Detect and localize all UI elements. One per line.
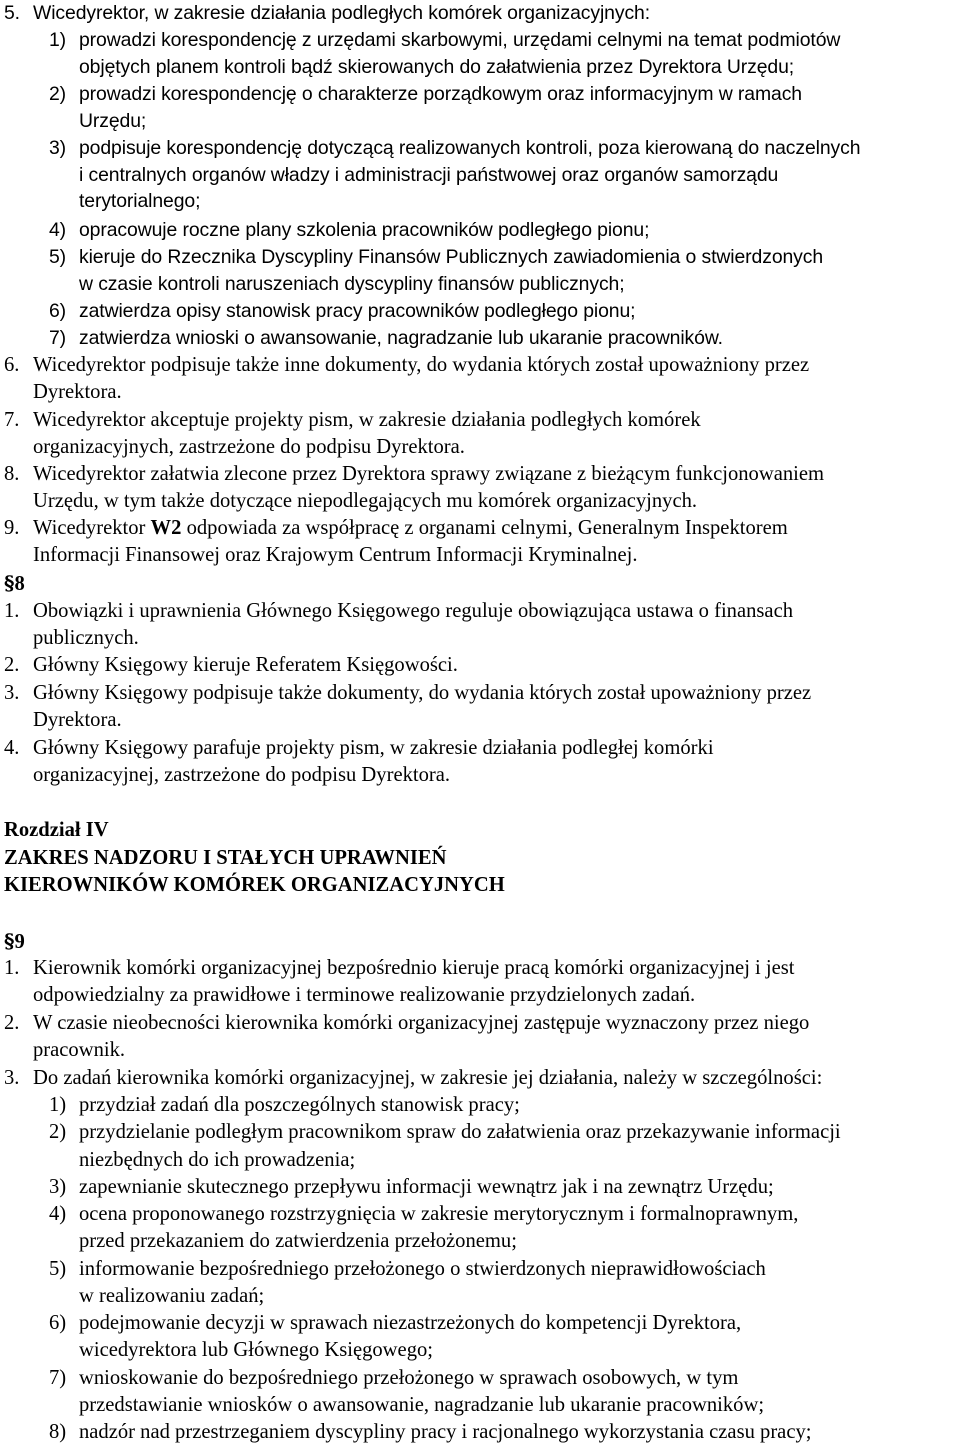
- paragraph-text: organizacyjnych, zastrzeżone do podpisu Dyrektora.: [33, 436, 465, 458]
- list-item-text: informowanie bezpośredniego przełożonego o stwierdzonych nieprawidłowościach: [79, 1258, 766, 1280]
- paragraph-number: 1.: [4, 600, 20, 622]
- list-item-text: w czasie kontroli naruszeniach dyscypliny finansów publicznych;: [79, 273, 625, 295]
- chapter-title: Rozdział IV: [4, 819, 109, 841]
- list-item-text: podpisuje korespondencję dotyczącą realizowanych kontroli, poza kierowaną do naczelnych: [79, 137, 861, 159]
- chapter-heading: KIEROWNIKÓW KOMÓREK ORGANIZACYJNYCH: [4, 874, 505, 896]
- paragraph-number: 3.: [4, 682, 20, 704]
- section-symbol: §: [4, 571, 15, 595]
- list-item-number: 6): [49, 300, 67, 322]
- paragraph-text: Główny Księgowy parafuje projekty pism, w zakresie działania podległej komórki: [33, 737, 714, 759]
- paragraph-text: Wicedyrektor, w zakresie działania podległych komórek organizacyjnych:: [33, 2, 651, 24]
- paragraph-text: Główny Księgowy kieruje Referatem Księgowości.: [33, 654, 458, 676]
- paragraph-text: W czasie nieobecności kierownika komórki organizacyjnej zastępuje wyznaczony przez niego: [33, 1012, 810, 1034]
- paragraph-text: Dyrektora.: [33, 709, 122, 731]
- list-item-number: 7): [49, 1367, 67, 1389]
- list-item-text: ocena proponowanego rozstrzygnięcia w zakresie merytorycznym i formalnoprawnym,: [79, 1203, 799, 1225]
- section-number: 8: [14, 573, 25, 595]
- paragraph-number: 5.: [4, 2, 20, 24]
- list-item-number: 3): [49, 1176, 67, 1198]
- paragraph-text: Obowiązki i uprawnienia Głównego Księgowego reguluje obowiązująca ustawa o finansach: [33, 600, 794, 622]
- paragraph-text: Kierownik komórki organizacyjnej bezpośrednio kieruje pracą komórki organizacyjnej i jest: [33, 957, 795, 979]
- list-item-text: Urzędu;: [79, 110, 147, 132]
- list-item-text: niezbędnych do ich prowadzenia;: [79, 1149, 356, 1171]
- paragraph-text: Wicedyrektor akceptuje projekty pism, w zakresie działania podległych komórek: [33, 409, 701, 431]
- list-item-number: 4): [49, 1203, 67, 1225]
- paragraph-number: 3.: [4, 1067, 20, 1089]
- paragraph-text: Główny Księgowy podpisuje także dokumenty, do wydania których został upoważniony przez: [33, 682, 812, 704]
- list-item-text: i centralnych organów władzy i administracji państwowej oraz organów samorządu: [79, 164, 779, 186]
- list-item-number: 5): [49, 246, 67, 268]
- list-item-text: nadzór nad przestrzeganiem dyscypliny pracy i racjonalnego wykorzystania czasu pracy;: [79, 1421, 812, 1443]
- list-item-text: terytorialnego;: [79, 190, 201, 212]
- chapter-heading: ZAKRES NADZORU I STAŁYCH UPRAWNIEŃ: [4, 847, 447, 869]
- paragraph-text: Wicedyrektor podpisuje także inne dokumenty, do wydania których został upoważniony przez: [33, 354, 810, 376]
- paragraph-number: 1.: [4, 957, 20, 979]
- paragraph-text: Urzędu, w tym także dotyczące niepodlegających mu komórek organizacyjnych.: [33, 490, 698, 512]
- list-item-text: przydział zadań dla poszczególnych stanowisk pracy;: [79, 1094, 520, 1116]
- paragraph-text: [33, 518, 788, 539]
- paragraph-text: pracownik.: [33, 1039, 126, 1061]
- list-item-text: w realizowaniu zadań;: [79, 1285, 265, 1307]
- paragraph-text-post: odpowiada za współpracę z organami celnymi, Generalnym Inspektorem: [181, 517, 788, 539]
- list-item-text: wnioskowanie do bezpośredniego przełożonego w sprawach osobowych, w tym: [79, 1367, 739, 1389]
- paragraph-number: 2.: [4, 654, 20, 676]
- list-item-number: 1): [49, 29, 67, 51]
- list-item-text: opracowuje roczne plany szkolenia pracowników podległego pionu;: [79, 219, 650, 241]
- list-item-text: przedstawianie wniosków o awansowanie, nagradzanie lub ukaranie pracowników;: [79, 1394, 765, 1416]
- list-item-text: prowadzi korespondencję z urzędami skarbowymi, urzędami celnymi na temat podmiotów: [79, 29, 841, 51]
- paragraph-text: Wicedyrektor załatwia zlecone przez Dyrektora sprawy związane z bieżącym funkcjonowaniem: [33, 463, 825, 485]
- list-item-number: 4): [49, 219, 67, 241]
- list-item-number: 1): [49, 1094, 67, 1116]
- paragraph-text: Informacji Finansowej oraz Krajowym Centrum Informacji Kryminalnej.: [33, 544, 638, 566]
- paragraph-text: Do zadań kierownika komórki organizacyjnej, w zakresie jej działania, należy w szczególności:: [33, 1067, 823, 1089]
- list-item-text: przydzielanie podległym pracownikom spraw do załatwienia oraz przekazywanie informacji: [79, 1121, 841, 1143]
- paragraph-number: 8.: [4, 463, 20, 485]
- section-symbol: §: [4, 929, 15, 953]
- list-item-text: podejmowanie decyzji w sprawach niezastrzeżonych do kompetencji Dyrektora,: [79, 1312, 742, 1334]
- paragraph-text-pre: Wicedyrektor: [33, 517, 151, 539]
- section-number: 9: [14, 931, 25, 953]
- list-item-number: 7): [49, 327, 67, 349]
- paragraph-text: Dyrektora.: [33, 381, 122, 403]
- list-item-number: 2): [49, 83, 67, 105]
- list-item-number: 2): [49, 1121, 67, 1143]
- paragraph-text: odpowiedzialny za prawidłowe i terminowe realizowanie przydzielonych zadań.: [33, 984, 696, 1006]
- list-item-text: zatwierdza opisy stanowisk pracy pracowników podległego pionu;: [79, 300, 636, 322]
- list-item-number: 5): [49, 1258, 67, 1280]
- unit-code: W2: [150, 517, 182, 539]
- list-item-text: kieruje do Rzecznika Dyscypliny Finansów Publicznych zawiadomienia o stwierdzonych: [79, 246, 824, 268]
- paragraph-number: 6.: [4, 354, 20, 376]
- section-heading: [4, 931, 25, 953]
- paragraph-text: organizacyjnej, zastrzeżone do podpisu Dyrektora.: [33, 764, 451, 786]
- section-heading: [4, 573, 25, 595]
- list-item-text: zapewnianie skutecznego przepływu informacji wewnątrz jak i na zewnątrz Urzędu;: [79, 1176, 774, 1198]
- list-item-text: wicedyrektora lub Głównego Księgowego;: [79, 1339, 434, 1361]
- paragraph-text: publicznych.: [33, 627, 139, 649]
- list-item-text: prowadzi korespondencję o charakterze porządkowym oraz informacyjnym w ramach: [79, 83, 802, 105]
- list-item-number: 6): [49, 1312, 67, 1334]
- list-item-number: 3): [49, 137, 67, 159]
- paragraph-number: 7.: [4, 409, 20, 431]
- list-item-number: 8): [49, 1421, 67, 1443]
- paragraph-number: 2.: [4, 1012, 20, 1034]
- list-item-text: objętych planem kontroli bądź skierowanych do załatwienia przez Dyrektora Urzędu;: [79, 56, 795, 78]
- paragraph-number: 9.: [4, 517, 20, 539]
- list-item-text: zatwierdza wnioski o awansowanie, nagradzanie lub ukaranie pracowników.: [79, 327, 723, 349]
- list-item-text: przed przekazaniem do zatwierdzenia przełożonemu;: [79, 1230, 517, 1252]
- paragraph-number: 4.: [4, 737, 20, 759]
